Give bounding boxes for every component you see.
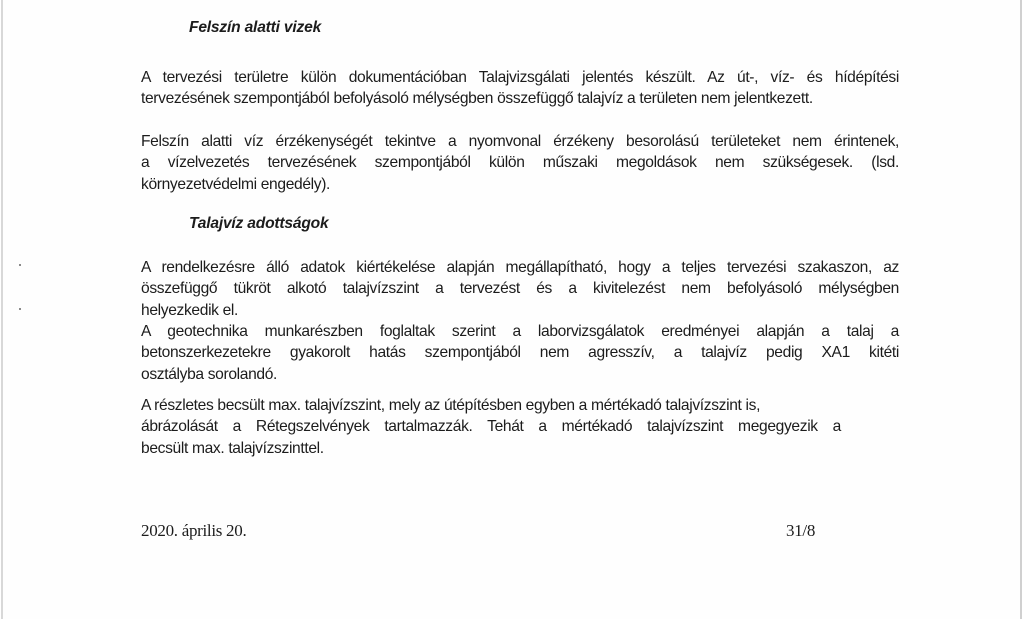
text-line: A geotechnika munkarészben foglaltak szerint a laborvizsgálatok eredményei alapján a talaj a bbox=[141, 323, 899, 340]
text-line: becsült max. talajvízszinttel. bbox=[141, 439, 324, 457]
text-line: a vízelvezetés tervezésének szempontjából külön műszaki megoldások nem szükségesek. (lsd. bbox=[141, 154, 899, 172]
paragraph bbox=[141, 321, 899, 385]
text-line: Felszín alatti víz érzékenységét tekintve a nyomvonal érzékeny besorolású területeket nem érintenek, bbox=[141, 133, 899, 150]
footer-date: 2020. április 20. bbox=[141, 521, 247, 540]
section-heading-felszin-alatti-vizek: Felszín alatti vizek bbox=[189, 19, 322, 36]
paragraph bbox=[141, 395, 841, 459]
paragraph bbox=[141, 257, 899, 321]
paragraph bbox=[141, 67, 899, 110]
footer-page-number: 31/8 bbox=[786, 521, 816, 540]
scan-artifact bbox=[19, 264, 21, 266]
section-heading-talajviz-adottsagok: Talajvíz adottságok bbox=[189, 215, 329, 232]
text-line: helyezkedik el. bbox=[141, 301, 239, 319]
text-line: összefüggő tükröt alkotó talajvízszint a tervezést és a kivitelezést nem befolyásoló mélységben bbox=[141, 280, 899, 298]
text-line: környezetvédelmi engedély). bbox=[141, 175, 331, 193]
paragraph bbox=[141, 131, 899, 195]
text-line: A részletes becsült max. talajvízszint, mely az útépítésben egyben a mértékadó talajvízszint is, bbox=[141, 397, 761, 414]
scan-artifact bbox=[19, 308, 21, 310]
document-page bbox=[1, 0, 1022, 619]
text-line: tervezésének szempontjából befolyásoló mélységben összefüggő talajvíz a területen nem jelentkezett. bbox=[141, 90, 813, 108]
text-line: ábrázolását a Rétegszelvények tartalmazzák. Tehát a mértékadó talajvízszint megegyezik a bbox=[141, 418, 841, 436]
text-line: osztályba sorolandó. bbox=[141, 365, 278, 383]
text-line: betonszerkezetekre gyakorolt hatás szempontjából nem agresszív, a talajvíz pedig XA1 kitéti bbox=[141, 344, 899, 362]
text-line: A tervezési területre külön dokumentációban Talajvizsgálati jelentés készült. Az út-, víz- és hídépítési bbox=[141, 69, 899, 86]
text-line: A rendelkezésre álló adatok kiértékelése alapján megállapítható, hogy a teljes tervezési szakaszon, az bbox=[141, 259, 899, 276]
